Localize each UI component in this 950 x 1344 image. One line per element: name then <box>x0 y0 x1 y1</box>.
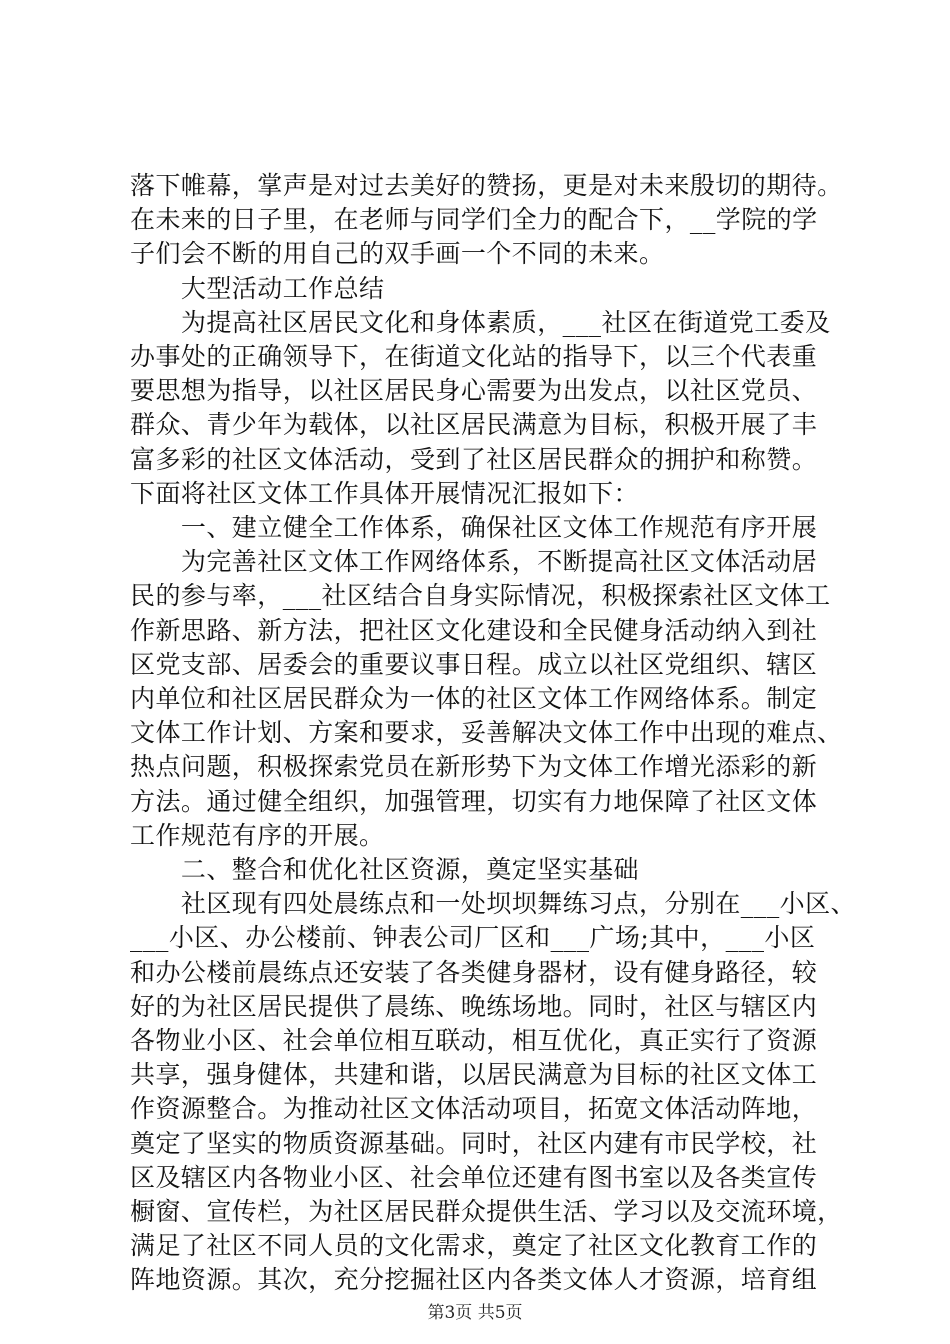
page-number-footer: 第3页 共5页 <box>427 1303 523 1323</box>
text-line: 群众、青少年为载体，以社区居民满意为目标，积极开展了丰 <box>130 410 818 440</box>
text-line: 在未来的日子里，在老师与同学们全力的配合下，__学院的学 <box>130 205 818 235</box>
text-line: 好的为社区居民提供了晨练、晚练场地。同时，社区与辖区内 <box>130 991 818 1021</box>
text-line: 作资源整合。为推动社区文体活动项目，拓宽文体活动阵地， <box>130 1094 818 1124</box>
text-line: 热点问题，积极探索党员在新形势下为文体工作增光添彩的新 <box>130 752 818 782</box>
section-heading: 一、建立健全工作体系，确保社区文体工作规范有序开展 <box>130 513 818 542</box>
text-line: 阵地资源。其次，充分挖掘社区内各类文体人才资源，培育组 <box>130 1265 818 1295</box>
text-line: ___小区、办公楼前、钟表公司厂区和___广场;其中，___小区 <box>130 923 816 953</box>
text-line: 社区现有四处晨练点和一处坝坝舞练习点，分别在___小区、 <box>130 889 857 919</box>
text-line: 区及辖区内各物业小区、社会单位还建有图书室以及各类宣传 <box>130 1162 818 1192</box>
text-line: 内单位和社区居民群众为一体的社区文体工作网络体系。制定 <box>130 684 818 713</box>
text-line: 区党支部、居委会的重要议事日程。成立以社区党组织、辖区 <box>130 649 818 679</box>
section-title: 大型活动工作总结 <box>130 273 385 303</box>
text-line: 为完善社区文体工作网络体系，不断提高社区文体活动居 <box>130 547 818 577</box>
text-line: 各物业小区、社会单位相互联动，相互优化，真正实行了资源 <box>130 1026 818 1055</box>
text-line: 下面将社区文体工作具体开展情况汇报如下： <box>130 478 640 508</box>
text-line: 为提高社区居民文化和身体素质，___社区在街道党工委及 <box>130 307 831 337</box>
text-line: 和办公楼前晨练点还安装了各类健身器材，设有健身路径，较 <box>130 957 818 987</box>
text-line: 橱窗、宣传栏，为社区居民群众提供生活、学习以及交流环境， <box>130 1197 843 1226</box>
text-line: 满足了社区不同人员的文化需求，奠定了社区文化教育工作的 <box>130 1231 818 1261</box>
text-line: 民的参与率，___社区结合自身实际情况，积极探索社区文体工 <box>130 581 831 611</box>
text-line: 要思想为指导，以社区居民身心需要为出发点，以社区党员、 <box>130 376 818 406</box>
text-line: 作新思路、新方法，把社区文化建设和全民健身活动纳入到社 <box>130 615 818 645</box>
text-line: 富多彩的社区文体活动，受到了社区居民群众的拥护和称赞。 <box>130 444 818 474</box>
section-heading: 二、整合和优化社区资源，奠定坚实基础 <box>130 855 640 884</box>
text-line: 文体工作计划、方案和要求，妥善解决文体工作中出现的难点、 <box>130 718 843 748</box>
text-line: 共享，强身健体，共建和谐，以居民满意为目标的社区文体工 <box>130 1060 818 1090</box>
text-line: 落下帷幕，掌声是对过去美好的赞扬，更是对未来殷切的期待。 <box>130 171 843 200</box>
text-line: 工作规范有序的开展。 <box>130 820 385 850</box>
text-line: 办事处的正确领导下，在街道文化站的指导下，以三个代表重 <box>130 342 818 371</box>
text-line: 方法。通过健全组织，加强管理，切实有力地保障了社区文体 <box>130 786 818 816</box>
text-line: 子们会不断的用自己的双手画一个不同的未来。 <box>130 239 665 269</box>
text-line: 奠定了坚实的物质资源基础。同时，社区内建有市民学校，社 <box>130 1128 818 1158</box>
